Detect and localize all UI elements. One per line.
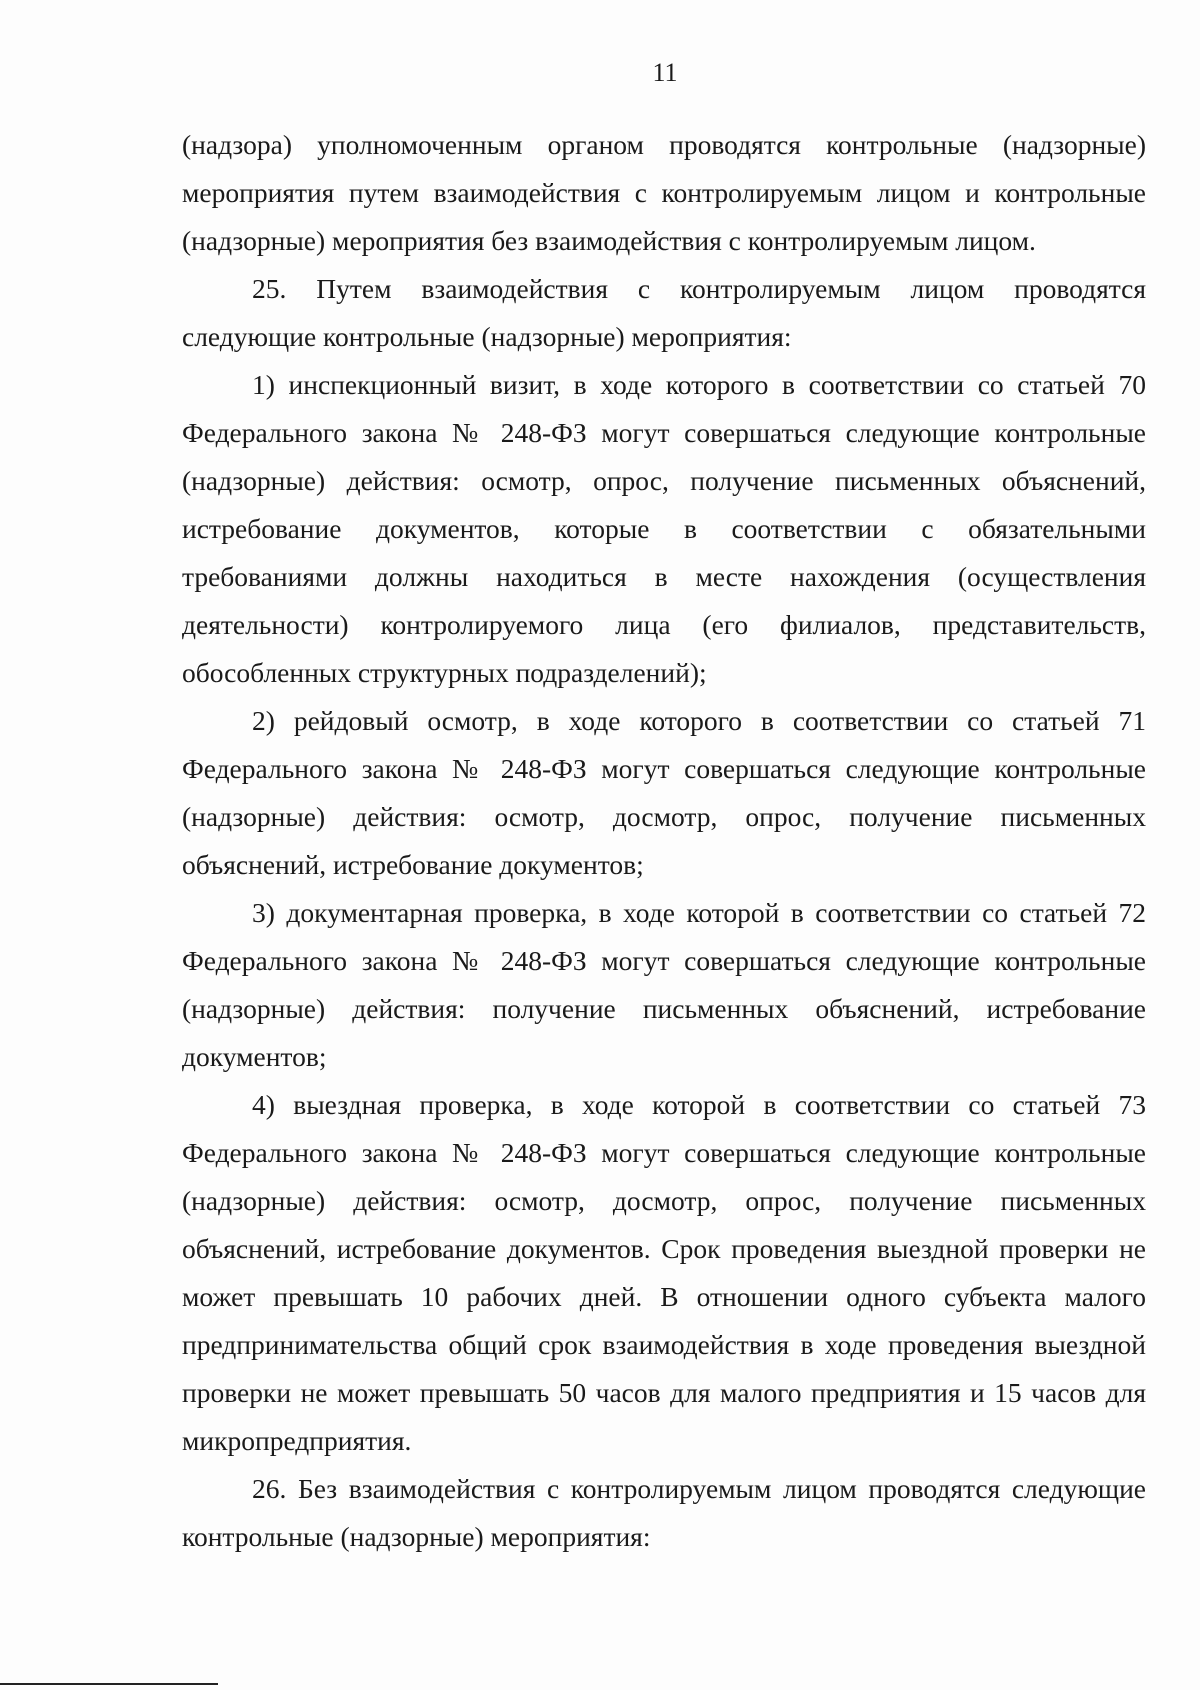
paragraph-item-26: 26. Без взаимодействия с контролируемым лицом проводятся следующие контрольные (надзорные) мероприятия: [182,1473,1146,1552]
document-body [182,121,1146,1561]
paragraph-subitem-2: 2) рейдовый осмотр, в ходе которого в соответствии со статьей 71 Федерального закона № 248-ФЗ могут совершаться следующие контрольные (надзорные) действия: осмотр, досмотр, опрос, получение письменных объяснений, истребование документов; [182,705,1146,880]
footer-rule [0,1683,218,1685]
page-number: 11 [652,58,678,87]
paragraph-continuation: (надзора) уполномоченным органом проводятся контрольные (надзорные) мероприятия путем взаимодействия с контролируемым лицом и контрольные (надзорные) мероприятия без взаимодействия с контролируемым лицом. [182,129,1146,256]
paragraph-subitem-3: 3) документарная проверка, в ходе которой в соответствии со статьей 72 Федерального закона № 248-ФЗ могут совершаться следующие контрольные (надзорные) действия: получение письменных объяснений, истребование документов; [182,897,1146,1072]
paragraph-item-25: 25. Путем взаимодействия с контролируемым лицом проводятся следующие контрольные (надзорные) мероприятия: [182,273,1146,352]
paragraph-subitem-1: 1) инспекционный визит, в ходе которого в соответствии со статьей 70 Федерального закона № 248-ФЗ могут совершаться следующие контрольные (надзорные) действия: осмотр, опрос, получение письменных объяснений, истребование документов, которые в соответствии с обязательными требованиями должны находиться в месте нахождения (осуществления деятельности) контролируемого лица (его филиалов, представительств, обособленных структурных подразделений); [182,369,1146,688]
paragraph-subitem-4: 4) выездная проверка, в ходе которой в соответствии со статьей 73 Федерального закона № 248-ФЗ могут совершаться следующие контрольные (надзорные) действия: осмотр, досмотр, опрос, получение письменных объяснений, истребование документов. Срок проведения выездной проверки не может превышать 10 рабочих дней. В отношении одного субъекта малого предпринимательства общий срок взаимодействия в ходе проведения выездной проверки не может превышать 50 часов для малого предприятия и 15 часов для микропредприятия. [182,1089,1146,1456]
